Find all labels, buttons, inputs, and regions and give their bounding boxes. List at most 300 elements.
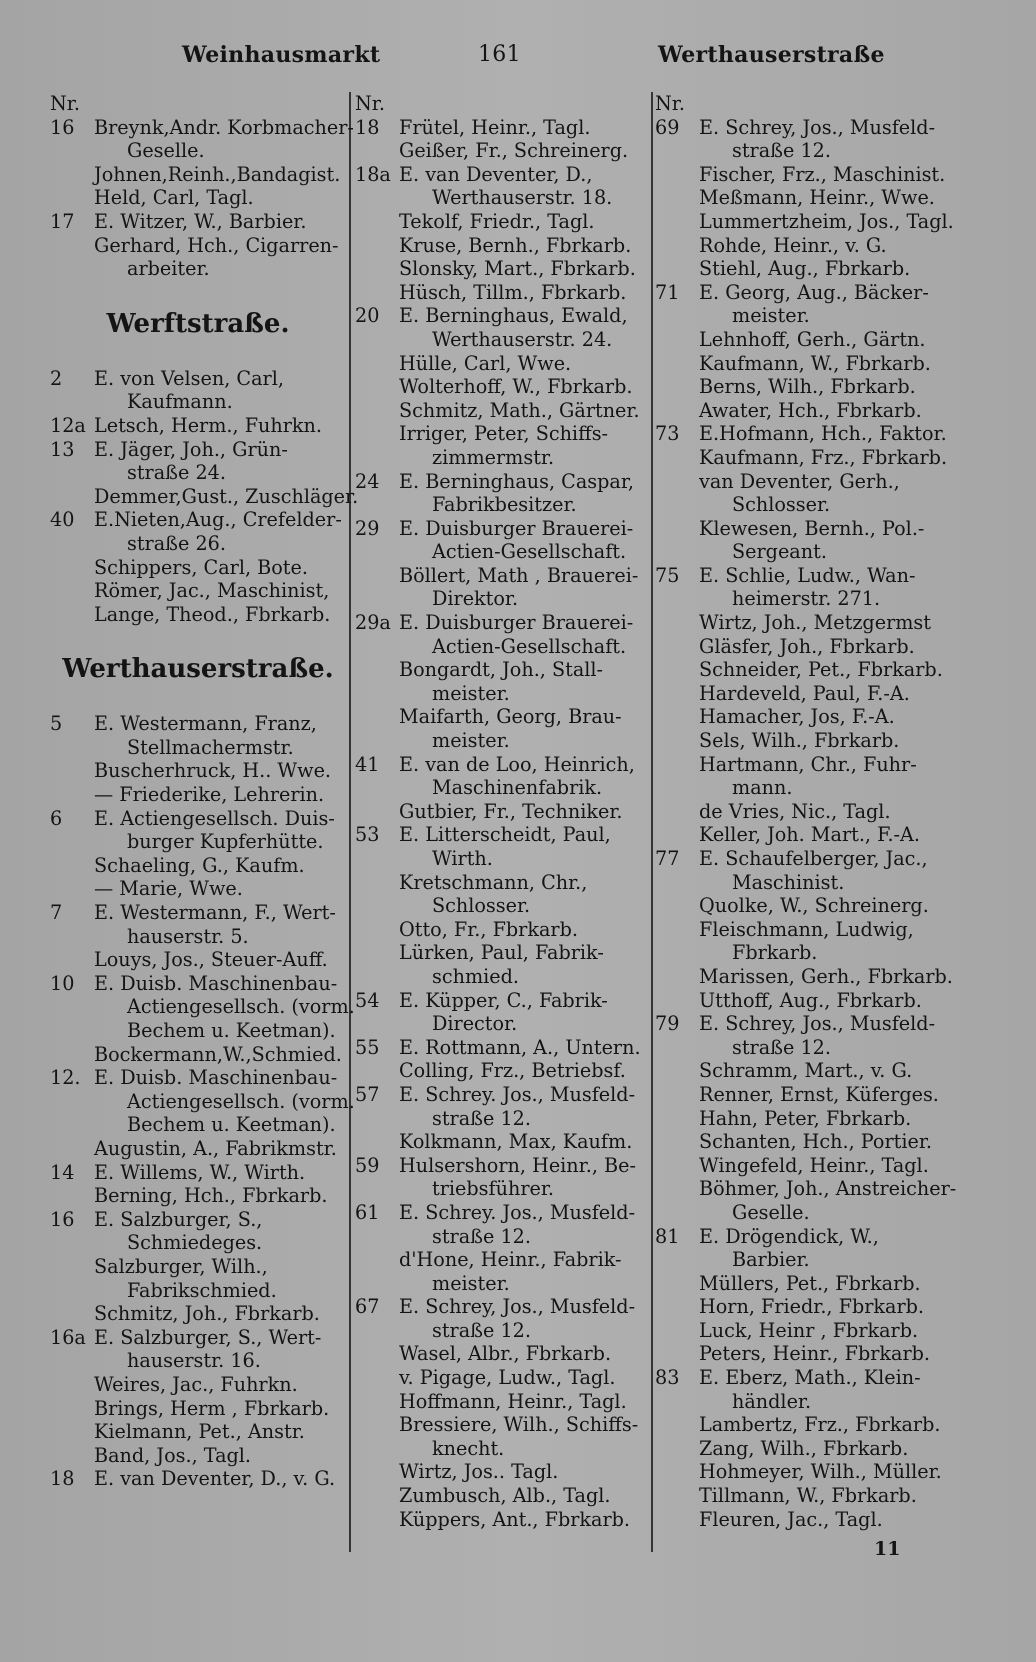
resident-text: Bockermann,W.,Schmied. [94, 1042, 342, 1066]
directory-entry [355, 470, 645, 494]
resident-text: E.Hofmann, Hch., Faktor. [699, 422, 947, 446]
resident-text: triebsführer. [432, 1177, 555, 1201]
directory-entry [50, 807, 346, 831]
resident-text: Band, Jos., Tagl. [94, 1443, 252, 1467]
directory-entry [655, 1319, 985, 1343]
directory-entry [655, 210, 985, 234]
resident-text: E. Witzer, W., Barbier. [94, 209, 307, 233]
directory-entry [50, 390, 346, 414]
house-number: 54 [355, 988, 380, 1012]
directory-entry [50, 1302, 346, 1326]
resident-text: Breynk,Andr. Korbmacher- [94, 115, 354, 139]
directory-entry [355, 234, 645, 258]
directory-entry [655, 1508, 985, 1532]
house-number: 71 [655, 280, 680, 304]
directory-entry [655, 965, 985, 989]
house-number: 16a [50, 1325, 86, 1349]
directory-entry [355, 1366, 645, 1390]
directory-entry [355, 658, 645, 682]
directory-entry [50, 901, 346, 925]
resident-text: E. von Velsen, Carl, [94, 366, 284, 390]
house-number: Nr. [50, 92, 80, 115]
house-number: 13 [50, 437, 75, 461]
resident-text: Wolterhoff, W., Fbrkarb. [399, 375, 633, 399]
resident-text: Hoffmann, Heinr., Tagl. [399, 1389, 627, 1413]
resident-text: Bechem u. Keetman). [127, 1113, 336, 1137]
directory-entry [355, 1319, 645, 1343]
resident-text: Fleischmann, Ludwig, [699, 917, 914, 941]
resident-text: E. Rottmann, A., Untern. [399, 1035, 641, 1059]
directory-entry [655, 871, 985, 895]
resident-text: Brings, Herm , Fbrkarb. [94, 1396, 330, 1420]
resident-text: Renner, Ernst, Küferges. [699, 1082, 939, 1106]
resident-text: Tillmann, W., Fbrkarb. [699, 1484, 917, 1508]
directory-entry [50, 1373, 346, 1397]
resident-text: Böllert, Math , Brauerei- [399, 563, 639, 587]
resident-text: E. Duisburger Brauerei- [399, 516, 634, 540]
directory-entry [50, 1089, 355, 1114]
directory-entry [355, 635, 645, 659]
resident-text: Hülle, Carl, Wwe. [399, 351, 572, 375]
directory-column-2 [355, 92, 645, 1531]
directory-entry [655, 1484, 985, 1508]
directory-entry [655, 352, 985, 376]
directory-entry [355, 139, 645, 163]
directory-entry [50, 1043, 346, 1067]
directory-entry [655, 540, 985, 564]
resident-text: Kaufmann, Frz., Fbrkarb. [699, 445, 948, 469]
directory-entry [355, 871, 645, 895]
resident-text: E. Schrey. Jos., Musfeld- [399, 1200, 636, 1224]
resident-text: Schlosser. [432, 894, 531, 918]
directory-entry [355, 92, 645, 116]
resident-text: Slonsky, Mart., Fbrkarb. [399, 257, 636, 281]
resident-text: Gläsfer, Joh., Fbrkarb. [699, 634, 915, 658]
directory-entry [355, 800, 645, 824]
directory-entry [50, 461, 346, 485]
resident-text: Bressiere, Wilh., Schiffs- [399, 1413, 639, 1437]
directory-entry [655, 1342, 985, 1366]
directory-entry [655, 1413, 985, 1437]
resident-text: E. Schrey, Jos., Musfeld- [399, 1295, 636, 1319]
house-number: 29 [355, 516, 380, 540]
directory-entry [655, 234, 985, 258]
directory-entry [655, 587, 985, 611]
directory-entry [50, 1208, 346, 1232]
directory-entry [655, 894, 985, 918]
directory-entry [50, 115, 354, 140]
directory-entry [355, 823, 645, 847]
resident-text: Maschinenfabrik. [432, 776, 603, 800]
directory-entry [655, 1177, 985, 1201]
resident-text: Buscherhruck, H.. Wwe. [94, 759, 332, 783]
resident-text: E.Nieten,Aug., Crefelder- [94, 508, 342, 532]
resident-text: Rohde, Heinr., v. G. [699, 233, 887, 257]
house-number: 69 [655, 115, 680, 139]
resident-text: Hardeveld, Paul, F.-A. [699, 681, 910, 705]
directory-entry [50, 1467, 346, 1491]
house-number: 73 [655, 422, 680, 446]
resident-text: Geißer, Fr., Schreinerg. [399, 139, 629, 163]
directory-entry [50, 1137, 346, 1161]
resident-text: Wingefeld, Heinr., Tagl. [699, 1153, 929, 1177]
resident-text: Fischer, Frz., Maschinist. [699, 162, 946, 186]
resident-text: E. Eberz, Math., Klein- [699, 1366, 921, 1390]
resident-text: Fabrikschmied. [127, 1278, 277, 1302]
resident-text: Salzburger, Wilh., [94, 1254, 268, 1278]
directory-entry [355, 941, 645, 965]
directory-entry [355, 894, 645, 918]
house-number: 81 [655, 1224, 680, 1248]
directory-entry [355, 989, 645, 1013]
resident-text: Schanten, Hch., Portier. [699, 1130, 933, 1154]
directory-entry [355, 1248, 645, 1272]
directory-entry [355, 116, 645, 140]
resident-text: Wirtz, Jos.. Tagl. [399, 1460, 559, 1484]
resident-text: van Deventer, Gerh., [699, 469, 900, 493]
column-divider [349, 92, 351, 1552]
directory-entry [50, 532, 346, 556]
resident-text: Johnen,Reinh.,Bandagist. [94, 162, 341, 186]
directory-entry [50, 1161, 346, 1185]
directory-entry [50, 830, 346, 854]
resident-text: E. Schlie, Ludw., Wan- [699, 563, 916, 587]
resident-text: Wasel, Albr., Fbrkarb. [399, 1342, 612, 1366]
resident-text: Hamacher, Jos, F.-A. [699, 705, 895, 729]
resident-text: Kaufmann, W., Fbrkarb. [699, 351, 931, 375]
directory-entry [355, 517, 645, 541]
directory-entry [355, 1484, 645, 1508]
resident-text: meister. [432, 729, 510, 753]
directory-entry [655, 635, 985, 659]
directory-entry [655, 116, 985, 140]
house-number: Nr. [655, 92, 685, 115]
directory-entry [655, 1437, 985, 1461]
directory-entry [655, 1154, 985, 1178]
resident-text: Schaeling, G., Kaufm. [94, 853, 305, 877]
house-number: 57 [355, 1082, 380, 1106]
resident-text: Hahn, Peter, Fbrkarb. [699, 1106, 912, 1130]
directory-entry [355, 1201, 645, 1225]
directory-entry [50, 414, 346, 438]
house-number: 20 [355, 304, 380, 328]
house-number: 12a [50, 413, 86, 437]
house-number: 55 [355, 1035, 380, 1059]
directory-entry [50, 556, 346, 580]
directory-column-1 [50, 92, 359, 1491]
resident-text: Hohmeyer, Wilh., Müller. [699, 1460, 942, 1484]
directory-entry [655, 1366, 985, 1390]
directory-entry [50, 1231, 346, 1255]
directory-entry [655, 989, 985, 1013]
directory-entry [355, 186, 645, 210]
directory-entry [655, 1130, 985, 1154]
resident-text: Sels, Wilh., Fbrkarb. [699, 729, 900, 753]
resident-text: Held, Carl, Tagl. [94, 186, 254, 210]
directory-entry [655, 517, 985, 541]
directory-entry [50, 1444, 346, 1468]
directory-entry [355, 210, 645, 234]
house-number: 17 [50, 209, 75, 233]
resident-text: v. Pigage, Ludw., Tagl. [399, 1366, 616, 1390]
resident-text: Schippers, Carl, Bote. [94, 555, 308, 579]
directory-entry [655, 328, 985, 352]
resident-text: Kielmann, Pet., Anstr. [94, 1420, 305, 1444]
directory-entry [50, 484, 359, 509]
directory-entry [655, 446, 985, 470]
resident-text: E. Georg, Aug., Bäcker- [699, 280, 929, 304]
directory-entry [655, 1083, 985, 1107]
house-number: 40 [50, 508, 75, 532]
directory-entry [655, 1272, 985, 1296]
directory-entry [355, 611, 645, 635]
directory-entry [355, 753, 645, 777]
directory-entry [655, 729, 985, 753]
directory-entry [655, 422, 985, 446]
directory-entry [655, 139, 985, 163]
resident-text: Maifarth, Georg, Brau- [399, 705, 622, 729]
directory-entry [655, 281, 985, 305]
resident-text: Lürken, Paul, Fabrik- [399, 941, 604, 965]
resident-text: meister. [732, 304, 810, 328]
directory-entry [355, 1130, 645, 1154]
resident-text: Luck, Heinr , Fbrkarb. [699, 1318, 919, 1342]
directory-entry [50, 783, 346, 807]
resident-text: straße 24. [127, 461, 226, 485]
directory-entry [655, 705, 985, 729]
directory-entry [355, 1083, 645, 1107]
directory-entry [50, 163, 346, 187]
resident-text: Klewesen, Bernh., Pol.- [699, 516, 925, 540]
running-head-right: Werthauserstraße [658, 42, 885, 68]
directory-entry [355, 1107, 645, 1131]
directory-entry [655, 399, 985, 423]
resident-text: E. Salzburger, S., [94, 1207, 263, 1231]
resident-text: E. Schaufelberger, Jac., [699, 847, 928, 870]
directory-entry [50, 712, 346, 736]
directory-entry [50, 995, 355, 1019]
resident-text: Actiengesellsch. (vorm. [127, 995, 355, 1019]
resident-text: Irriger, Peter, Schiffs- [399, 422, 609, 446]
resident-text: E. Actiengesellsch. Duis- [94, 806, 335, 830]
page-number: 161 [478, 42, 521, 67]
directory-column-3 [655, 92, 985, 1531]
directory-entry [50, 759, 346, 783]
directory-entry [355, 304, 645, 328]
directory-entry [355, 705, 645, 729]
directory-entry [50, 579, 346, 603]
resident-text: Kaufmann. [127, 390, 233, 414]
resident-text: meister. [432, 1271, 510, 1295]
directory-entry [355, 729, 645, 753]
directory-entry [355, 1154, 645, 1178]
resident-text: Kruse, Bernh., Fbrkarb. [399, 233, 632, 257]
directory-entry [50, 1066, 346, 1090]
directory-entry [655, 658, 985, 682]
directory-entry [50, 139, 346, 163]
directory-entry [655, 1248, 985, 1272]
resident-text: heimerstr. 271. [732, 587, 881, 611]
resident-text: arbeiter. [127, 257, 210, 281]
resident-text: Lummertzheim, Jos., Tagl. [699, 209, 954, 233]
resident-text: hauserstr. 16. [127, 1349, 261, 1373]
resident-text: Bongardt, Joh., Stall- [399, 658, 604, 682]
resident-text: Wirtz, Joh., Metzgermst [699, 611, 931, 635]
directory-entry [50, 210, 346, 234]
resident-text: E. van de Loo, Heinrich, [399, 752, 635, 776]
resident-text: Director. [432, 1012, 518, 1036]
directory-entry [655, 1012, 985, 1036]
resident-text: Peters, Heinr., Fbrkarb. [699, 1342, 931, 1366]
house-number: 18 [355, 115, 380, 139]
directory-entry [655, 163, 985, 187]
house-number: 18a [355, 162, 391, 186]
directory-entry [355, 682, 645, 706]
house-number: 12. [50, 1066, 81, 1090]
resident-text: Werthauserstr. 18. [432, 186, 613, 210]
resident-text: straße 12. [732, 1035, 831, 1059]
resident-text: mann. [732, 776, 793, 800]
resident-text: Letsch, Herm., Fuhrkn. [94, 413, 322, 437]
resident-text: Schmiedeges. [127, 1231, 263, 1255]
resident-text: Otto, Fr., Fbrkarb. [399, 917, 578, 941]
directory-entry [655, 92, 985, 116]
directory-entry [50, 92, 346, 116]
directory-entry [655, 1390, 985, 1414]
directory-entry [50, 603, 346, 627]
directory-entry [50, 1184, 346, 1208]
house-number: 83 [655, 1366, 680, 1390]
resident-text: — Friederike, Lehrerin. [94, 783, 325, 807]
directory-entry [50, 948, 346, 972]
directory-entry [655, 611, 985, 635]
street-heading: Werthauserstraße. [62, 654, 334, 685]
directory-entry [50, 257, 346, 281]
directory-entry [50, 1019, 346, 1043]
resident-text: Tekolf, Friedr., Tagl. [399, 209, 595, 233]
directory-entry [655, 564, 985, 588]
directory-entry [50, 736, 346, 760]
resident-text: E. Duisb. Maschinenbau- [94, 971, 338, 995]
resident-text: de Vries, Nic., Tagl. [699, 799, 891, 823]
resident-text: E. van Deventer, D., [399, 162, 593, 186]
directory-entry [655, 847, 985, 871]
resident-text: Römer, Jac., Maschinist, [94, 579, 330, 603]
resident-text: Direktor. [432, 587, 519, 611]
directory-entry [355, 1437, 645, 1461]
resident-text: Actien-Gesellschaft. [432, 634, 627, 658]
directory-entry [355, 375, 645, 399]
resident-text: E. Westermann, Franz, [94, 712, 317, 736]
directory-entry [355, 493, 645, 517]
resident-text: E. Berninghaus, Caspar, [399, 469, 635, 493]
directory-entry [355, 328, 645, 352]
directory-entry [355, 1390, 645, 1414]
resident-text: hauserstr. 5. [127, 924, 249, 948]
resident-text: Berns, Wilh., Fbrkarb. [699, 375, 916, 399]
house-number: 67 [355, 1295, 380, 1319]
resident-text: Stiehl, Aug., Fbrkarb. [699, 257, 911, 281]
house-number: 16 [50, 115, 75, 139]
resident-text: E. Schrey. Jos., Musfeld- [399, 1082, 636, 1106]
directory-entry [50, 1279, 346, 1303]
directory-entry [50, 877, 346, 901]
directory-entry [655, 186, 985, 210]
resident-text: Schramm, Mart., v. G. [699, 1059, 913, 1083]
directory-entry [355, 1225, 645, 1249]
directory-entry [50, 367, 346, 391]
resident-text: Stellmachermstr. [127, 735, 294, 759]
resident-text: E. Duisburger Brauerei- [399, 611, 634, 635]
resident-text: straße 12. [432, 1106, 531, 1130]
resident-text: Keller, Joh. Mart., F.-A. [699, 823, 920, 847]
house-number: 7 [50, 901, 63, 925]
house-number: 24 [355, 469, 380, 493]
resident-text: Demmer,Gust., Zuschläger. [94, 484, 359, 508]
resident-text: Müllers, Pet., Fbrkarb. [699, 1271, 921, 1295]
directory-entry [355, 1508, 645, 1532]
directory-entry [50, 972, 346, 996]
resident-text: E. Drögendick, W., [699, 1224, 879, 1248]
resident-text: Colling, Frz., Betriebsf. [399, 1059, 626, 1083]
resident-text: Lehnhoff, Gerh., Gärtn. [699, 327, 926, 351]
directory-entry [50, 925, 346, 949]
directory-entry [355, 847, 645, 871]
directory-entry [355, 1012, 645, 1036]
directory-entry [655, 823, 985, 847]
resident-text: E. Westermann, F., Wert- [94, 901, 336, 925]
resident-text: Fleuren, Jac., Tagl. [699, 1507, 883, 1531]
resident-text: Gerhard, Hch., Cigarren- [94, 233, 339, 257]
resident-text: Maschinist. [732, 870, 845, 894]
directory-entry [50, 438, 346, 462]
resident-text: Wirth. [432, 847, 493, 870]
resident-text: E. Schrey, Jos., Musfeld- [699, 1012, 936, 1036]
directory-entry [355, 1460, 645, 1484]
directory-entry [50, 186, 346, 210]
house-number: 61 [355, 1200, 380, 1224]
directory-entry [355, 352, 645, 376]
directory-entry [355, 422, 645, 446]
directory-entry [655, 1201, 985, 1225]
house-number: 6 [50, 806, 63, 830]
resident-text: meister. [432, 681, 510, 705]
directory-entry [655, 375, 985, 399]
house-number: 16 [50, 1207, 75, 1231]
directory-entry [655, 941, 985, 965]
resident-text: zimmermstr. [432, 445, 555, 469]
directory-entry [655, 470, 985, 494]
directory-entry [50, 1255, 346, 1279]
directory-entry [655, 1107, 985, 1131]
house-number: 29a [355, 611, 391, 635]
resident-text: Werthauserstr. 24. [432, 327, 613, 351]
resident-text: händler. [732, 1389, 812, 1413]
directory-entry [355, 1272, 645, 1296]
directory-entry [655, 682, 985, 706]
resident-text: Gutbier, Fr., Techniker. [399, 799, 623, 823]
directory-entry [355, 1177, 645, 1201]
resident-text: Berning, Hch., Fbrkarb. [94, 1184, 328, 1208]
house-number: Nr. [355, 92, 385, 115]
resident-text: Fabrikbesitzer. [432, 493, 577, 517]
resident-text: Hulsershorn, Heinr., Be- [399, 1153, 636, 1177]
resident-text: Kolkmann, Max, Kaufm. [399, 1130, 633, 1154]
resident-text: Augustin, A., Fabrikmstr. [94, 1136, 337, 1160]
resident-text: Geselle. [732, 1200, 810, 1224]
directory-entry [50, 1420, 346, 1444]
resident-text: Louys, Jos., Steuer-Auff. [94, 948, 328, 972]
